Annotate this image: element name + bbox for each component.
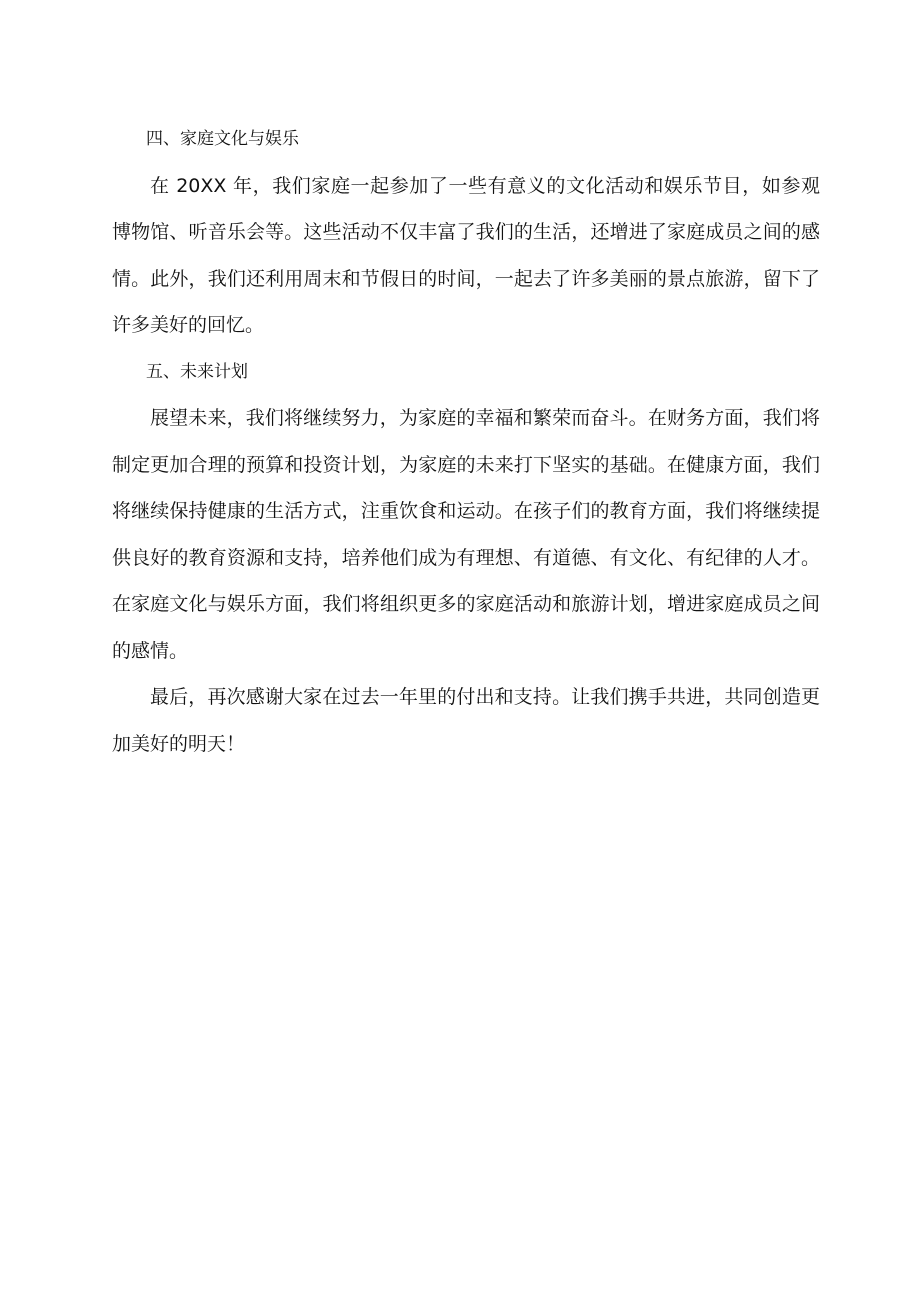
paragraph-culture-entertainment: 在 20XX 年，我们家庭一起参加了一些有意义的文化活动和娱乐节目，如参观博物馆、听音乐会等。这些活动不仅丰富了我们的生活，还增进了家庭成员之间的感情。此外，我们还利用周末和节假日的时间，一起去了许多美丽的景点旅游，留下了许多美好的回忆。 [112, 174, 820, 336]
paragraph-closing: 最后，再次感谢大家在过去一年里的付出和支持。让我们携手共进，共同创造更加美好的明天！ [112, 686, 820, 755]
section-heading-future-plans: 五、未来计划 [146, 361, 248, 382]
document-body [112, 116, 820, 767]
section-heading-culture-entertainment: 四、家庭文化与娱乐 [146, 129, 299, 149]
paragraph-future-plans: 展望未来，我们将继续努力，为家庭的幸福和繁荣而奋斗。在财务方面，我们将制定更加合理的预算和投资计划，为家庭的未来打下坚实的基础。在健康方面，我们将继续保持健康的生活方式，注重饮食和运动。在孩子们的教育方面，我们将继续提供良好的教育资源和支持，培养他们成为有理想、有道德、有文化、有纪律的人才。在家庭文化与娱乐方面，我们将组织更多的家庭活动和旅游计划，增进家庭成员之间的感情。 [112, 407, 820, 662]
